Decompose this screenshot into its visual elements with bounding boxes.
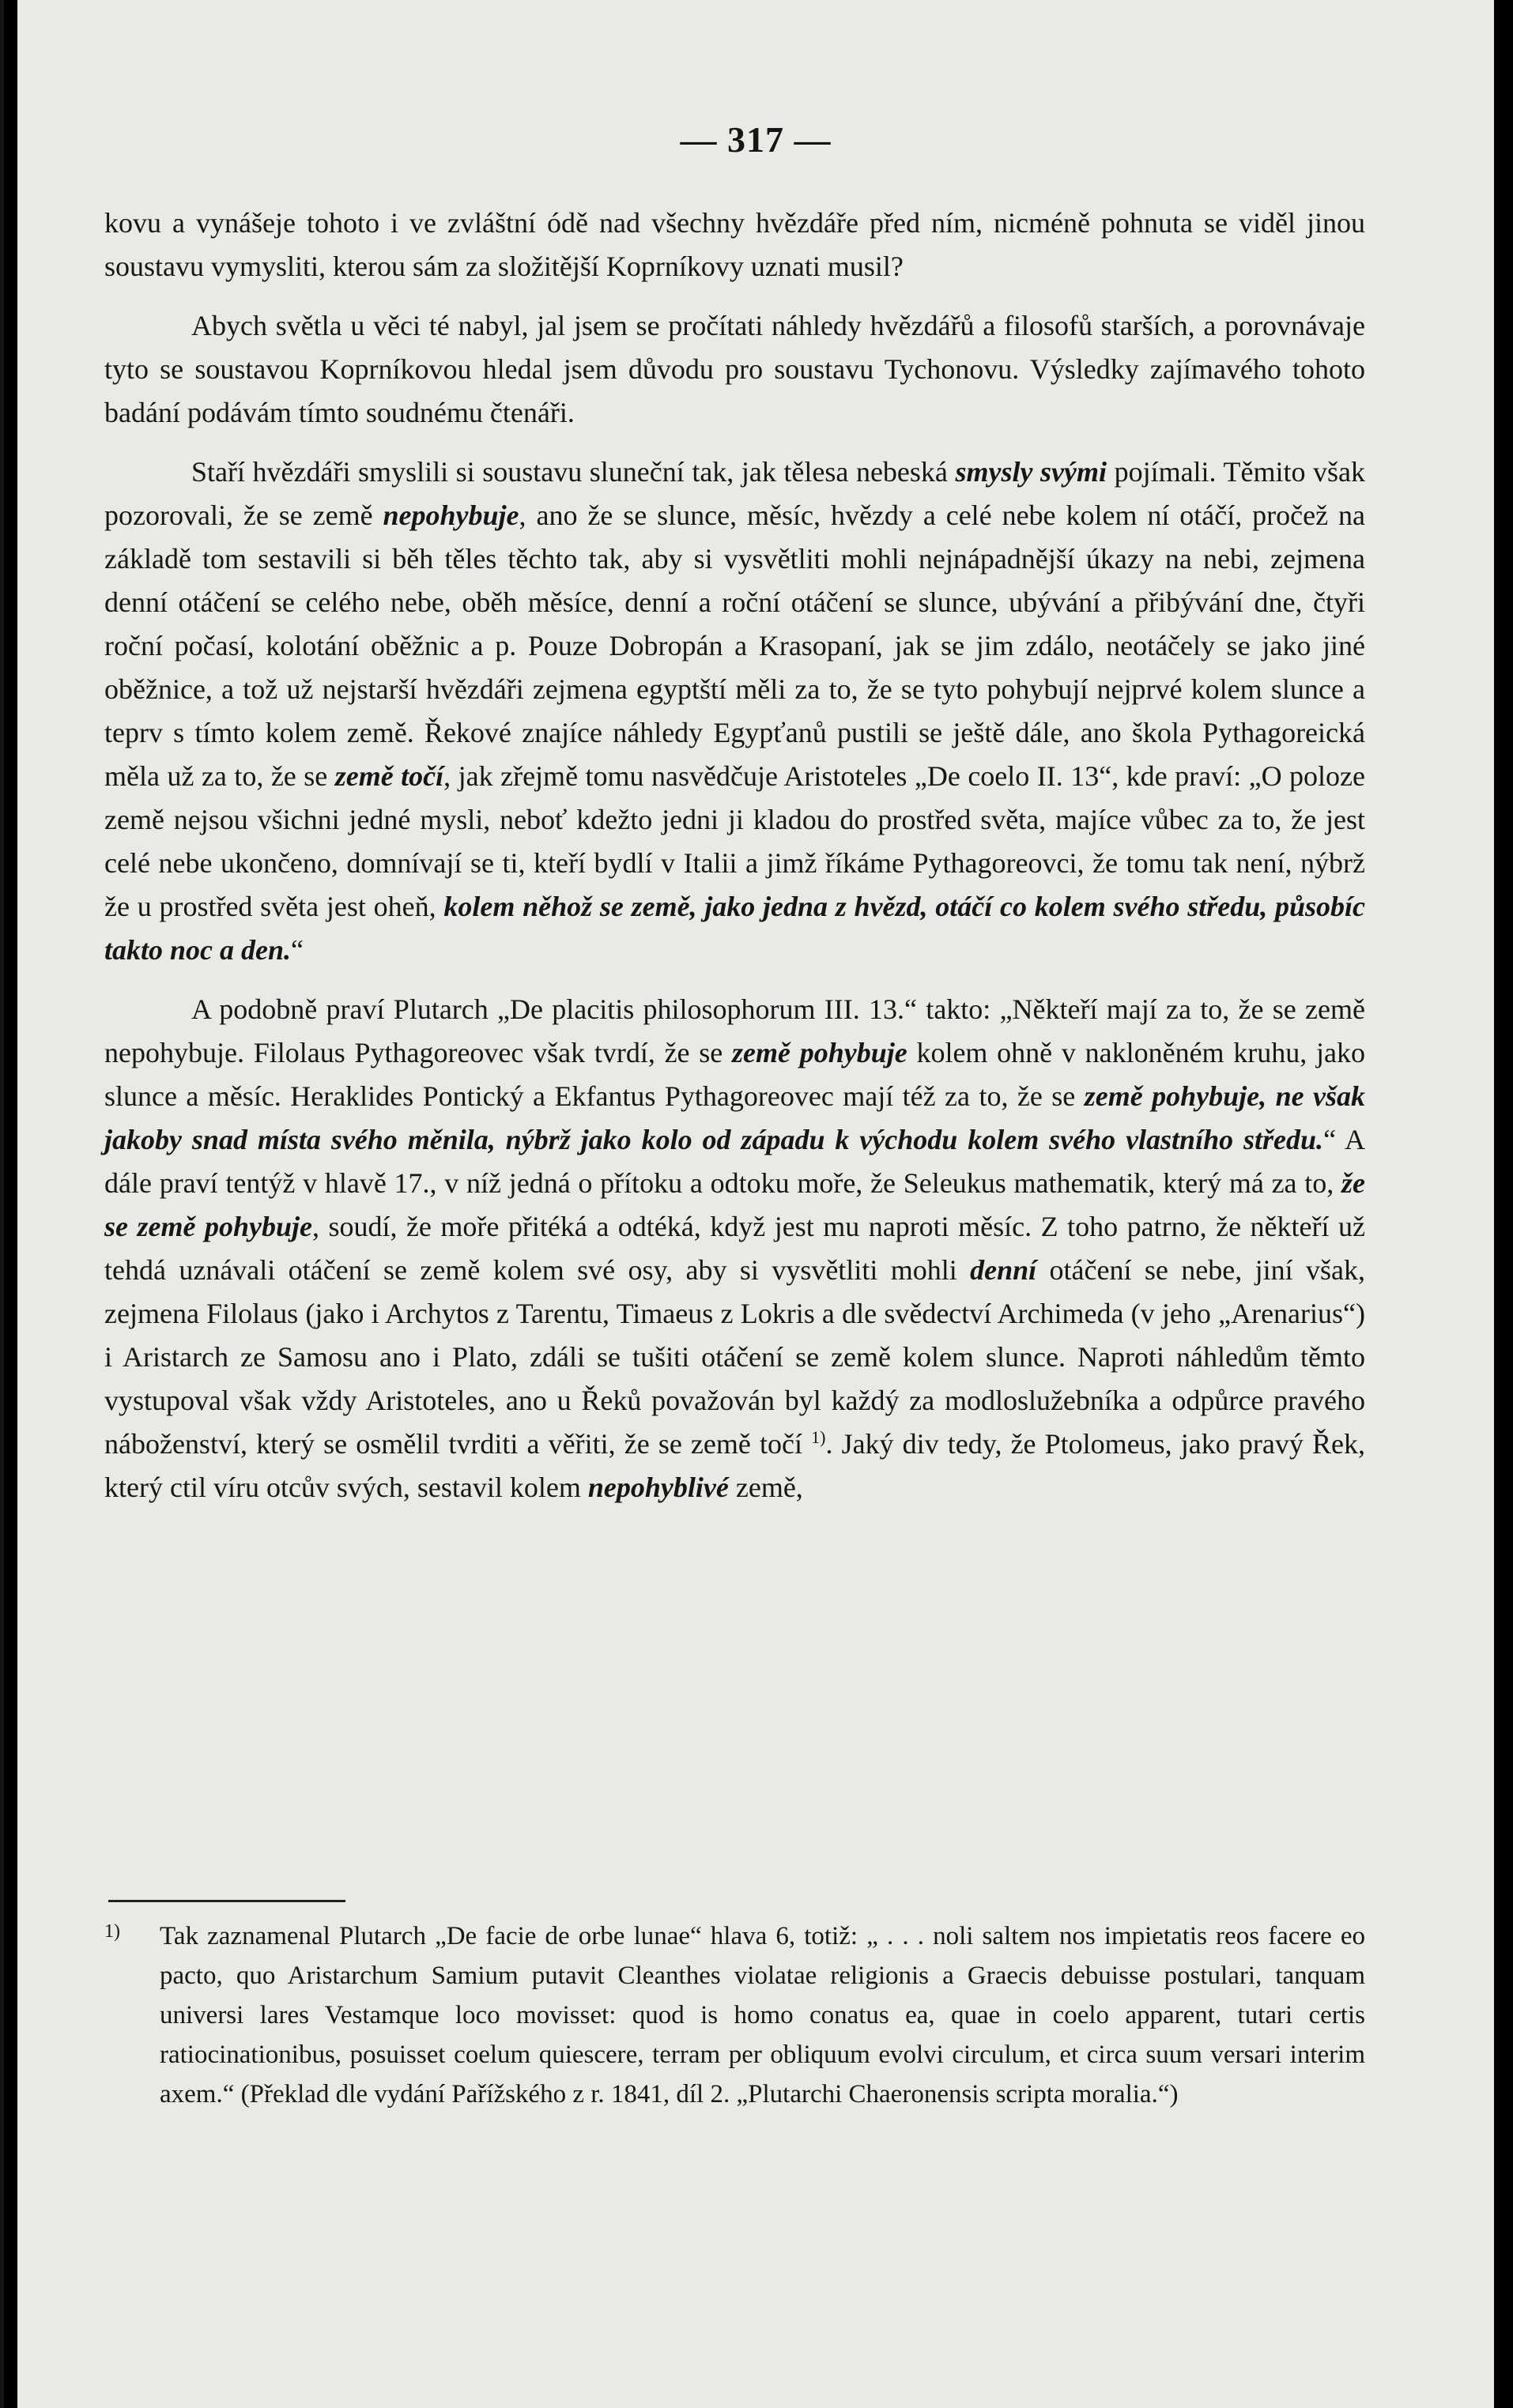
text-run: Abych světla u věci té nabyl, jal jsem se pročítati náhledy hvězdářů a filosofů starších, a porovnávaje tyto se soustavou Koprníkovou hledal jsem důvodu pro soustavu Tychonovu. Výsledky zajímavého tohoto badání podávám tímto soudnému čtenáři. <box>104 310 1365 428</box>
text-run: “ A dále praví tentýž v hlavě 17., v níž jedná o přítoku a odtoku moře, že Seleukus mathematik, který má za to, <box>104 1124 1365 1199</box>
emphasized-text: nepohybuje <box>383 499 519 531</box>
emphasized-text: země točí <box>334 760 444 792</box>
paragraph <box>104 304 1365 435</box>
text-run: . Jaký div tedy, že Ptolomeus, jako pravý Řek, který ctil víru otcův svých, sestavil kolem <box>104 1428 1365 1503</box>
page-number: — 317 — <box>680 119 832 160</box>
paragraph <box>104 450 1365 972</box>
text-run: , jak zřejmě tomu nasvědčuje Aristoteles „De coelo II. 13“, kde praví: „O poloze země nejsou všichni jedné mysli, neboť kdežto jedni ji kladou do prostřed světa, majíce vůbec za to, že jest celé nebe ukončeno, domnívají se ti, kteří bydlí v Italii a jimž říkáme Pythagoreovci, že tomu tak není, nýbrž že u prostřed světa jest oheň, <box>104 760 1366 922</box>
emphasized-text: země pohybuje, ne však jakoby snad místa svého měnila, nýbrž jako kolo od západu k východu kolem svého vlastního středu. <box>104 1080 1365 1155</box>
paragraph <box>104 988 1365 1509</box>
text-run: , soudí, že moře přitéká a odtéká, když jest mu naproti měsíc. Z toho patrno, že někteří už tehdá uznávali otáčení se země kolem své osy, aby si vysvětliti mohli <box>104 1211 1365 1286</box>
emphasized-text: kolem něhož se země, jako jedna z hvězd, otáčí co kolem svého středu, působíc takto noc a den. <box>104 891 1365 966</box>
paragraph <box>104 202 1365 288</box>
text-run: kovu a vynášeje tohoto i ve zvláštní ódě nad všechny hvězdáře před ním, nicméně pohnuta se viděl jinou soustavu vymysliti, kterou sám za složitější Koprníkovy uznati musil? <box>104 207 1365 282</box>
text-run: A podobně praví Plutarch „De placitis philosophorum III. 13.“ takto: „Někteří mají za to, že se země nepohybuje. Filolaus Pythagoreovec však tvrdí, že se <box>104 993 1365 1068</box>
text-run: otáčení se nebe, jiní však, zejmena Filolaus (jako i Archytos z Tarentu, Timaeus z Lokris a dle svědectví Archimeda (v jeho „Arenarius“) i Aristarch ze Samosu ano i Plato, zdáli se tušiti otáčení se země kolem slunce. Naproti náhledům těmto vystupoval však vždy Aristoteles, ano u Řeků považován byl každý za modloslužebníka a odpůrce pravého náboženství, který se osmělil tvrditi a věřiti, že se země točí <box>104 1254 1365 1460</box>
footnotes <box>104 1916 1365 2114</box>
scan-border <box>0 0 4 2408</box>
footnote <box>104 1916 1365 2114</box>
text-run: , ano že se slunce, měsíc, hvězdy a celé nebe kolem ní otáčí, pročež na základě tom sestavili si běh těles těchto tak, aby si vysvětliti mohli nejnápadnější úkazy na nebi, zejmena denní otáčení se celého nebe, oběh měsíce, denní a roční otáčení se slunce, ubývání a přibývání dne, čtyři roční počasí, kolotání oběžnic a p. Pouze Dobropán a Krasopaní, jak se jim zdálo, neotáčely se jako jiné oběžnice, a tož už nejstarší hvězdáři zejmena egyptští měli za to, že se tyto pohybují nejprvé kolem slunce a teprv s tímto kolem země. Řekové znajíce náhledy Egypťanů pustili se ještě dále, ano škola Pythagoreická měla už za to, že se <box>104 499 1365 792</box>
emphasized-text: země pohybuje <box>731 1037 907 1068</box>
book-page <box>17 0 1494 2408</box>
text-run: Staří hvězdáři smyslili si soustavu sluneční tak, jak tělesa nebeská <box>191 456 956 488</box>
emphasized-text: že se země pohybuje <box>104 1167 1365 1242</box>
text-run: pojímali. Těmito však pozorovali, že se země <box>104 456 1366 531</box>
footnote-divider <box>108 1900 345 1902</box>
emphasized-text: nepohyblivé <box>587 1472 729 1503</box>
main-text <box>104 202 1365 1525</box>
text-run: “ <box>291 934 304 966</box>
footnote-text: Tak zaznamenal Plutarch „De facie de orbe lunae“ hlava 6, totiž: „ . . . noli saltem nos impietatis reos facere eo pacto, quo Aristarchum Samium putavit Cleanthes violatae religionis a Graecis debuisse postulari, tanquam universi lares Vestamque loco movisset: quod is homo conatus ea, quae in coelo apparent, tutari certis ratiocinationibus, posuisset coelum quiescere, terram per obliquum evolvi circulum, et circa suum versari interim axem.“ (Překlad dle vydání Pařížského z r. 1841, díl 2. „Plutarchi Chaeronensis scripta moralia.“) <box>160 1922 1365 2108</box>
footnote-mark: 1) <box>104 1921 120 1942</box>
emphasized-text: smysly svými <box>955 456 1107 488</box>
footnote-reference: 1) <box>811 1427 826 1447</box>
text-run: země, <box>728 1472 803 1503</box>
emphasized-text: denní <box>970 1254 1037 1286</box>
text-run: kolem ohně v nakloněném kruhu, jako slunce a měsíc. Heraklides Pontický a Ekfantus Pythagoreovec mají též za to, že se <box>104 1037 1365 1112</box>
